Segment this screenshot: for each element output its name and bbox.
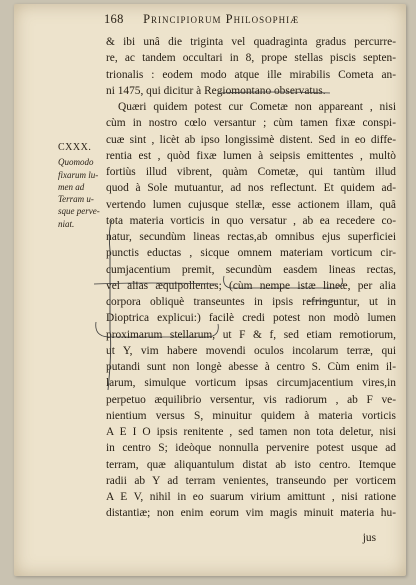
text-line: terram, quæ aliquantulum distat ab isto centro. Itemque — [106, 458, 396, 471]
section-number: CXXX. — [58, 142, 92, 153]
margin-note-line: sque perve- — [58, 206, 100, 217]
page-header — [104, 12, 394, 27]
text-line: vertendo lumen cujusque stellæ, esse actionem illam, quâ — [106, 198, 396, 211]
text-line: larum, simulque vorticum ipsas circumjacentium vires,in — [106, 377, 396, 390]
text-line: re, ac tandem occultari in 8, prope stellas piscis septen- — [106, 52, 396, 65]
text-line: corpora obliquè transeuntes in ipsis refringuntur, ut in — [106, 296, 396, 308]
text-line: Quæri quidem potest cur Cometæ non appareant , nisi — [118, 101, 396, 113]
margin-note-line: fixarum lu- — [58, 169, 99, 180]
text-line: A E I O ipsis renitente , sed tamen non tota deletur, nisi — [106, 426, 396, 438]
text-line: A E V, nihil in eo suarum virium amittunt , nisi ratione — [106, 491, 396, 503]
text-line: quod à Sole mutuantur, ad nos reflectunt. Et quidem ad- — [106, 182, 396, 195]
text-line: cumjacentium premit, secundùm easdem lineas rectas, — [106, 263, 396, 276]
text-line: ni 1475, qui dicitur à Regiomontano observatus. — [106, 84, 326, 97]
main-text — [106, 34, 396, 522]
catchword: jus — [362, 532, 376, 544]
text-line: trionalis : eodem modo atque ille mirabilis Cometa an- — [106, 68, 396, 81]
running-title: Principiorum Philosophiæ — [143, 12, 300, 26]
text-line: putandi sunt non longè abesse à centro S. Cùm enim il- — [106, 361, 396, 373]
text-line: tota materia vorticis in quo versatur , ab ea recedere co- — [106, 214, 396, 227]
text-line: in centro S; ideòque nonnulla pervenire potest usque ad — [106, 442, 396, 455]
margin-note-line: niat. — [58, 218, 75, 229]
margin-note — [58, 142, 108, 230]
margin-note-line: men ad — [58, 181, 85, 192]
text-line: nientium versus S, minuitur quidem à materia vorticis — [106, 409, 396, 422]
text-line: cuæ sint , licèt ab ipso longissimè distent. Sed in eo diffe- — [106, 133, 396, 146]
margin-note-line: Terram u- — [58, 194, 94, 205]
text-line: & ibi unâ die triginta vel quadraginta gradus percurre- — [106, 36, 396, 48]
text-line: perpetuo æquilibrio versentur, vis radiorum , ab F ve- — [106, 393, 396, 406]
text-line: Dioptrica explicui:) facilè credi potest non modò lumen — [106, 312, 396, 325]
margin-note-line: Quomodo — [58, 157, 94, 168]
text-line: ut Y, vim habere movendi oculos incolarum terræ, qui — [106, 344, 396, 357]
text-line: punctis eductas , sicque omnem materiam vorticum cir- — [106, 247, 396, 260]
text-line: rentia est , quòd fixæ lumen à seipsis emittentes , multò — [106, 149, 396, 162]
text-line: natur, secundùm lineas rectas,ab omnibus ejus superficiei — [106, 231, 396, 243]
page-number: 168 — [104, 12, 124, 26]
book-page — [14, 4, 406, 576]
text-line: proximarum stellarum, ut F & f, sed etiam remotiorum, — [106, 328, 396, 341]
text-line: radii ab Y ad terram venientes, transeundo per vorticem — [106, 474, 396, 487]
text-line: fortiùs illud vibrent, quàm Cometæ, qui tantùm illud — [106, 166, 396, 178]
text-line: cùm in nostro cœlo versantur ; cùm tamen fixæ conspi- — [106, 117, 396, 130]
text-line: distantiæ; non enim eorum vim magis minuit materia hu- — [106, 507, 396, 520]
text-line: vel alias æquipollentes; (cùm nempe istæ lineæ, per alia — [106, 279, 396, 292]
